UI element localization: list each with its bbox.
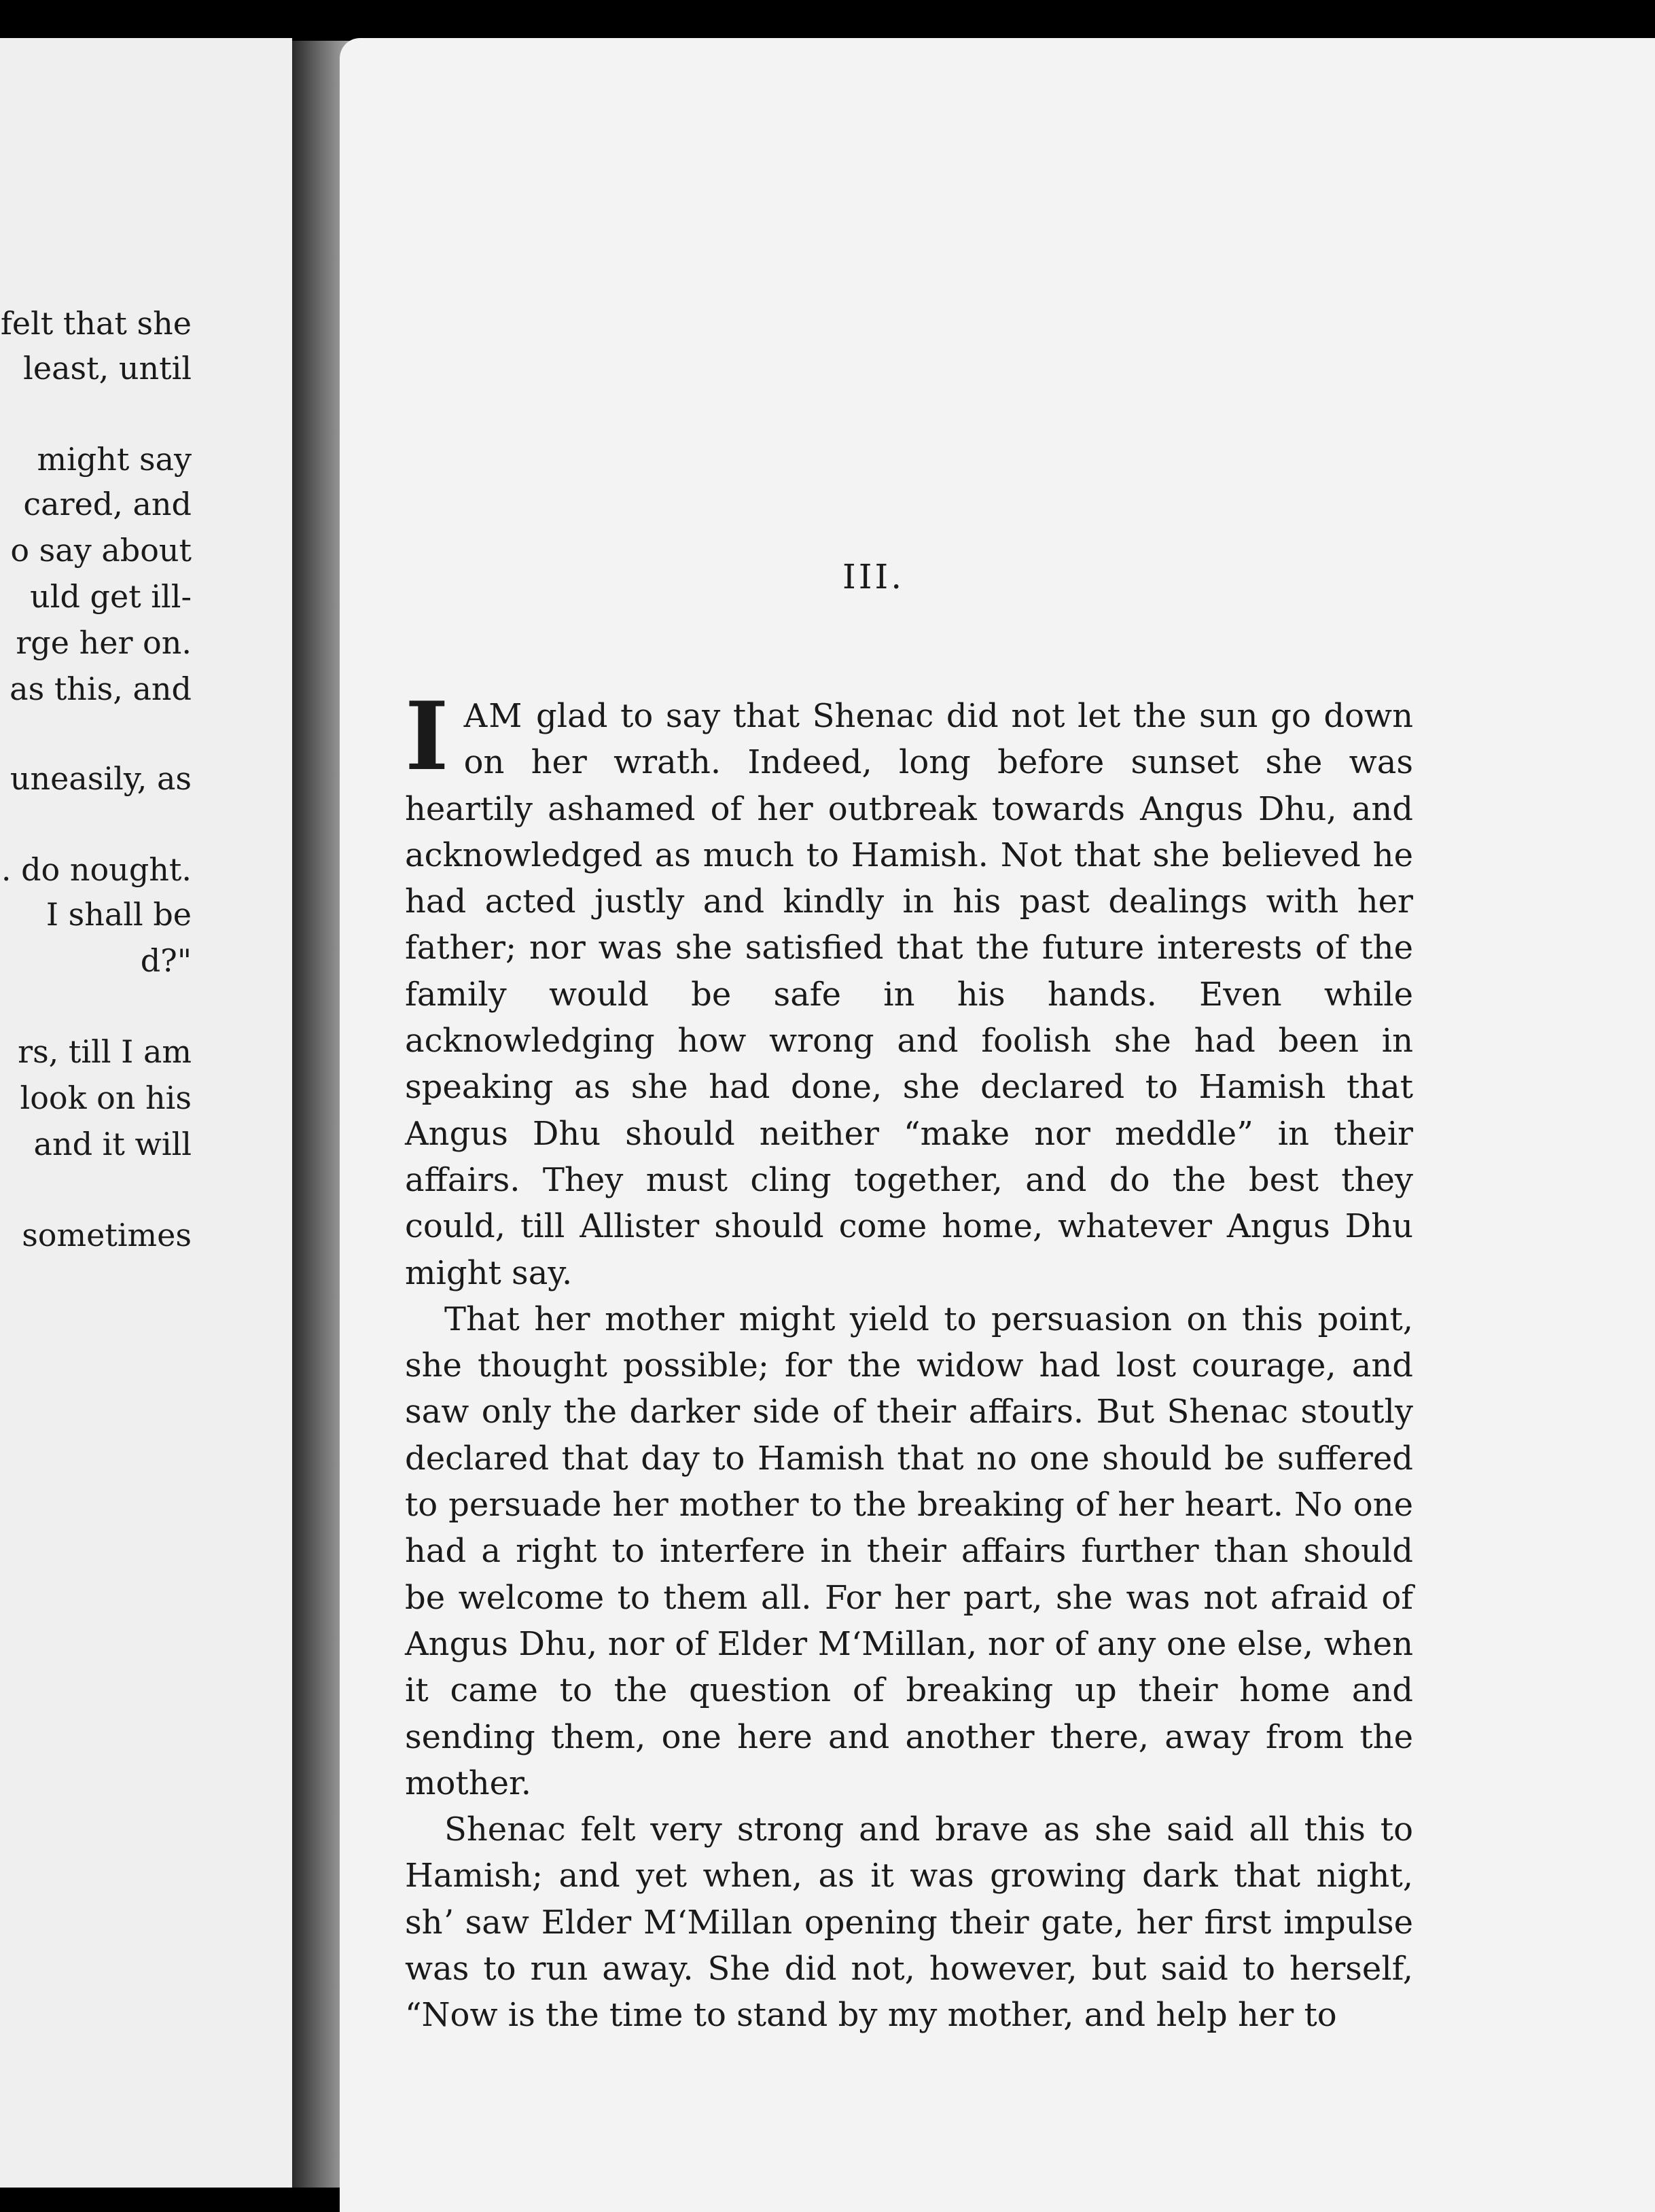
body-text bbox=[405, 681, 1413, 2039]
chapter-heading: III. bbox=[842, 557, 905, 596]
left-page-line: . do nought. bbox=[1, 851, 192, 888]
paragraph: Shenac felt very strong and brave as she said all this to Hamish; and yet when, as it was growing dark that night, shʼ saw Elder M‘Millan opening their gate, her first impulse was to run away. She did not, however, but said to herself, “Now is the time to stand by my mother, and help her to bbox=[405, 1810, 1413, 2035]
left-page bbox=[0, 38, 292, 2188]
left-page-line: d?" bbox=[140, 942, 192, 979]
drop-cap: I bbox=[405, 681, 449, 791]
left-page-line: and it will bbox=[33, 1126, 192, 1162]
left-page-line: as this, and bbox=[10, 671, 192, 707]
paragraph bbox=[405, 681, 1413, 1296]
left-page-line: rge her on. bbox=[16, 624, 192, 661]
left-page-line: I shall be bbox=[46, 896, 192, 933]
paragraph-text: glad to say that Shenac did not let the sun go down on her wrath. Indeed, long before sunset she was heartily ashamed of her outbreak towards Angus Dhu, and acknowledged as much to Hamish. Not that she believed he had acted justly and kindly in his past dealings with her father; nor was she satisfied that the future interests of the family would be safe in his hands. Even while acknowledging how wrong and foolish she had been in speaking as she had done, she declared to Hamish that Angus Dhu should neither “make nor meddle” in their affairs. They must cling together, and do the best they could, till Allister should come home, whatever Angus Dhu might say. bbox=[405, 697, 1413, 1292]
left-page-line: uneasily, as bbox=[10, 760, 192, 797]
left-page-line: look on his bbox=[20, 1080, 192, 1116]
left-page-line: least, until bbox=[23, 350, 192, 387]
left-page-line: cared, and bbox=[23, 486, 192, 522]
left-page-line: o say about bbox=[10, 532, 192, 569]
left-page-line: felt that she bbox=[0, 305, 192, 342]
left-page-line: sometimes bbox=[22, 1217, 192, 1253]
left-page-line: might say bbox=[37, 441, 192, 478]
paragraph: That her mother might yield to persuasion on this point, she thought possible; for the widow had lost courage, and saw only the darker side of their affairs. But Shenac stoutly declared that day to Hamish that no one should be suffered to persuade her mother to the breaking of her heart. No one had a right to interfere in their affairs further than should be welcome to them all. For her part, she was not afraid of Angus Dhu, nor of Elder M‘Millan, nor of any one else, when it came to the question of breaking up their home and sending them, one here and another there, away from the mother. bbox=[405, 1300, 1413, 1802]
left-page-line: uld get ill- bbox=[30, 578, 192, 615]
left-page-line: rs, till I am bbox=[18, 1033, 192, 1070]
opening-small-caps: AM bbox=[463, 697, 524, 735]
